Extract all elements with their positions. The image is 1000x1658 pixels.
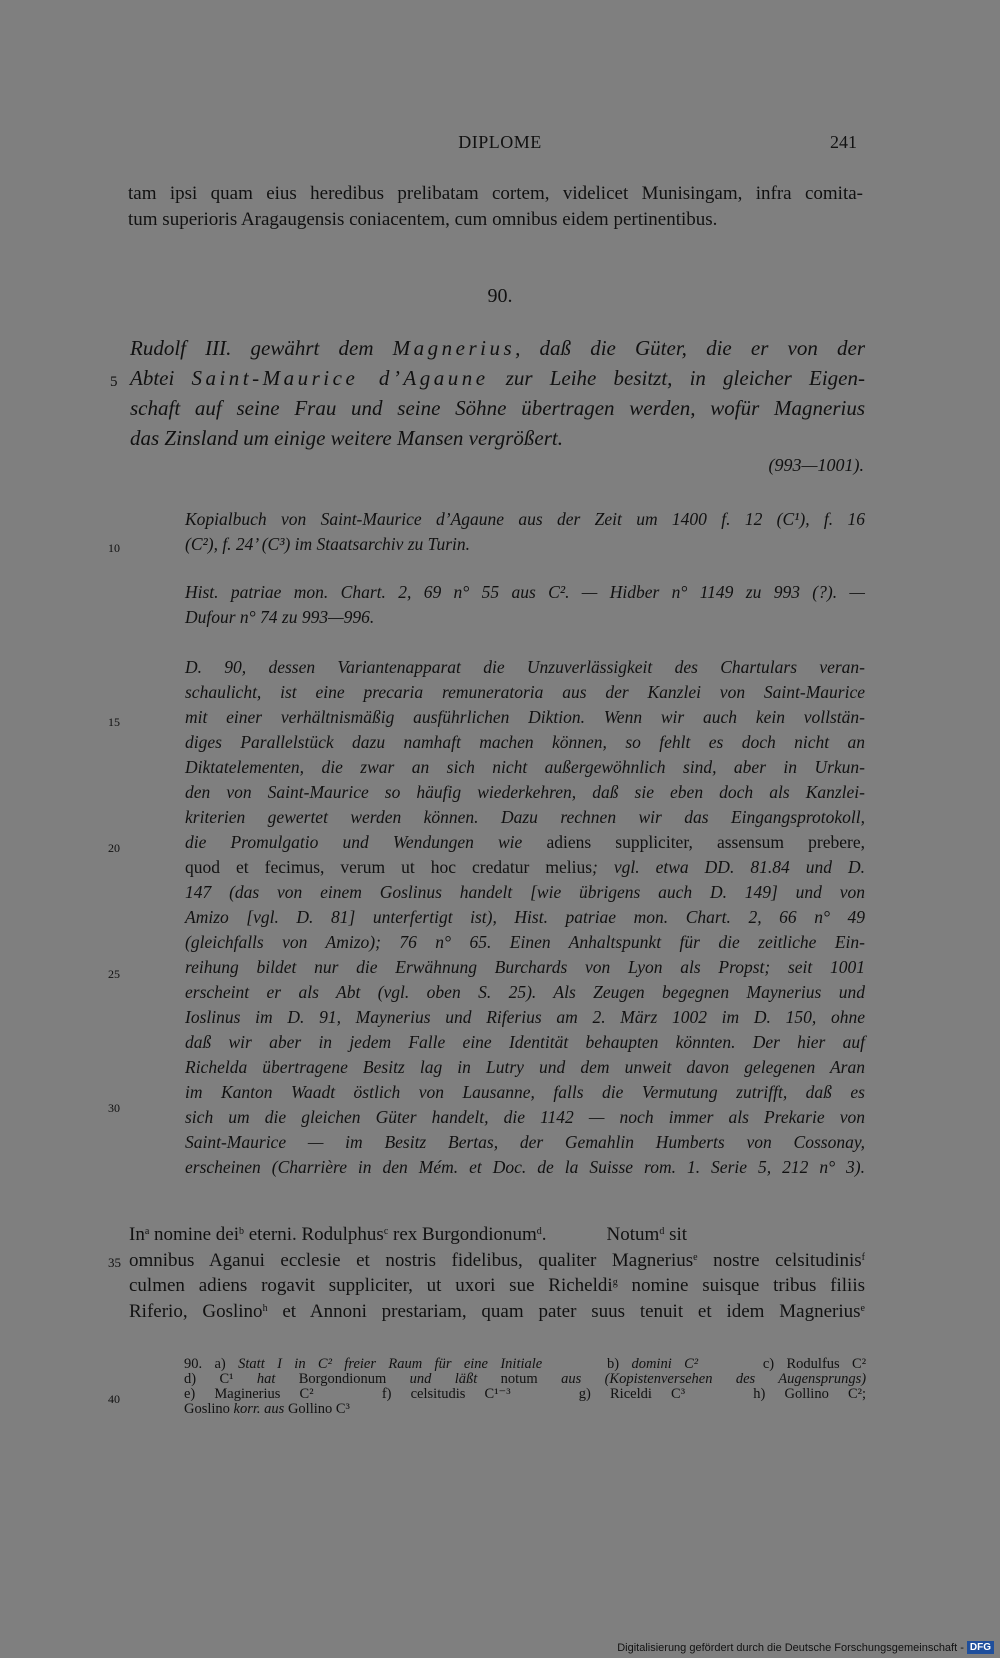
text-fragment: Riferio, Goslino	[129, 1300, 263, 1322]
footnote-marker: a	[144, 1226, 150, 1237]
footnote-marker: c	[383, 1226, 389, 1237]
text-line: daß wir aber in jedem Falle eine Identität behaupten könnten. Der hier auf	[185, 1032, 865, 1052]
dfg-logo-icon: DFG	[967, 1641, 994, 1654]
text-line: Hist. patriae mon. Chart. 2, 69 n° 55 aus C². — Hidber n° 1149 zu 993 (?). —	[185, 582, 865, 602]
text-line: im Kanton Waadt östlich von Lausanne, falls die Vermutung zutrifft, daß es	[185, 1082, 865, 1102]
footnote-text: Borgondionum	[298, 1371, 387, 1387]
text-line: Ioslinus im D. 91, Maynerius und Riferius am 2. März 1002 im D. 150, ohne	[185, 1007, 865, 1027]
regest-text: Abtei	[130, 366, 192, 390]
regest-text: , daß die Güter, die er von der	[515, 336, 865, 360]
text-fragment: et Annoni prestariam, quam pater suus tenuit et idem Magnerius	[267, 1300, 861, 1322]
footnote-marker: d	[659, 1226, 665, 1237]
footnote-text: hat	[256, 1371, 276, 1387]
text-fragment: ; vgl. etwa DD. 81.84 und D.	[592, 857, 865, 877]
footnote-label: h)	[753, 1386, 766, 1402]
text-fragment: eterni. Rodulphus	[243, 1224, 384, 1245]
footnote-text: Goslino	[184, 1401, 230, 1417]
document-date: (993—1001).	[768, 455, 864, 475]
footnote-text: und läßt	[409, 1371, 478, 1387]
text-fragment: omnibus Aganui ecclesie et nostris fidelibus, qualiter Magnerius	[129, 1249, 694, 1271]
text-line: Dufour n° 74 zu 993—996.	[185, 607, 375, 627]
footnote-text: Maginerius C²	[214, 1386, 314, 1402]
text-line: den von Saint-Maurice so häufig wiederkehren, daß sie eben doch als Kanzlei-	[185, 782, 865, 802]
digitization-footer	[617, 1641, 994, 1654]
text-line: 147 (das von einem Goslinus handelt [wie übrigens auch D. 149] und von	[185, 882, 865, 902]
text-line: reihung bildet nur die Erwähnung Burchards von Lyon als Propst; seit 1001	[185, 957, 865, 977]
text-line: erscheinen (Charrière in den Mém. et Doc. de la Suisse rom. 1. Serie 5, 212 n° 3).	[185, 1157, 865, 1177]
footnote-marker: g	[612, 1277, 618, 1288]
line-number: 10	[108, 541, 120, 555]
line-number: 15	[108, 715, 120, 729]
text-line: (gleichfalls von Amizo); 76 n° 65. Einen Anhaltspunkt für die zeitliche Ein-	[185, 932, 865, 952]
footnote-text: Riceldi C³	[610, 1386, 686, 1402]
text-line: schaulicht, ist eine precaria remuneratoria aus der Kanzlei von Saint-Maurice	[185, 682, 865, 702]
text-fragment: Notum	[606, 1224, 660, 1245]
commentary	[185, 655, 865, 1180]
carry-over-text	[128, 181, 863, 233]
footnote-marker: f	[861, 1251, 865, 1263]
footnote-text: Gollino C³	[287, 1401, 350, 1417]
regest-line: das Zinsland um einige weitere Mansen vergrößert.	[130, 426, 563, 450]
footnote-text: Statt I in C² freier Raum für eine Initiale	[238, 1356, 543, 1372]
regest-line: schaft auf seine Frau und seine Söhne übertragen werden, wofür Magnerius	[130, 396, 865, 420]
footnote-text: Gollino C²;	[784, 1386, 866, 1402]
footnote-text: aus (Kopistenversehen des Augensprungs)	[561, 1371, 867, 1387]
footnote-marker: b	[238, 1226, 244, 1237]
text-line: Saint-Maurice — im Besitz Bertas, der Gemahlin Humberts von Cossonay,	[185, 1132, 865, 1152]
text-line: mit einer verhältnismäßig ausführlichen Diktion. Wenn wir auch kein vollstän-	[185, 707, 865, 727]
regest-text: zur Leihe besitzt, in gleicher Eigen-	[488, 366, 865, 390]
text-fragment: die Promulgatio und Wendungen wie	[185, 832, 547, 852]
text-fragment: culmen adiens rogavit suppliciter, ut uxori sue Richeldi	[129, 1275, 613, 1296]
tradition-note	[185, 507, 865, 557]
running-header-title: DIPLOME	[458, 132, 542, 152]
text-line: Diktatelementen, die zwar an sich nicht außergewöhnlich sind, aber in Urkun-	[185, 757, 865, 777]
footnote-label: e)	[184, 1386, 196, 1402]
text-line: D. 90, dessen Variantenapparat die Unzuverlässigkeit des Chartulars veran-	[185, 657, 865, 677]
footnote-text: C¹	[219, 1371, 234, 1387]
text-line: tum superioris Aragaugensis coniacentem, cum omnibus eidem pertinentibus.	[128, 209, 718, 230]
text-line: erscheint er als Abt (vgl. oben S. 25). Als Zeugen begegnen Maynerius und	[185, 982, 865, 1002]
footnote-label: f)	[381, 1386, 392, 1402]
line-number: 35	[108, 1255, 121, 1270]
regest-name: Magnerius	[392, 336, 516, 360]
footnote-marker: e	[693, 1251, 698, 1263]
line-number: 30	[108, 1101, 120, 1115]
footnote-label: a)	[214, 1356, 226, 1372]
text-line: (C²), f. 24’ (C³) im Staatsarchiv zu Turin.	[185, 534, 470, 554]
regest-name: Saint-Maurice d’Agaune	[191, 366, 489, 390]
footnote-marker: e	[860, 1302, 865, 1314]
document-number: 90.	[487, 285, 513, 307]
line-number: 25	[108, 967, 120, 981]
footnote-marker: d	[536, 1226, 542, 1237]
footnote-label: g)	[578, 1386, 591, 1402]
text-fragment: nomine dei	[149, 1224, 239, 1245]
regest	[130, 333, 865, 453]
text-line: tam ipsi quam eius heredibus prelibatam cortem, videlicet Munisingam, infra comita-	[128, 183, 863, 204]
footnote-text: Rodulfus C²	[786, 1356, 867, 1372]
editions-note	[185, 580, 865, 630]
text-line: Kopialbuch von Saint-Maurice d’Agaune aus der Zeit um 1400 f. 12 (C¹), f. 16	[185, 509, 865, 529]
quoted-latin: adiens suppliciter, assensum prebere,	[546, 832, 865, 852]
footnote-text: notum	[500, 1371, 538, 1387]
line-number: 40	[108, 1392, 120, 1406]
text-line: Richelda übertragene Besitz lag in Lutry und dem unweit davon gelegenen Aran	[185, 1057, 865, 1077]
footnote-text: domini C²	[631, 1356, 699, 1372]
footnote-label: c)	[762, 1356, 775, 1372]
footnote-number: 90.	[184, 1356, 203, 1372]
footnote-marker: h	[262, 1302, 268, 1314]
text-fragment: sit	[664, 1224, 688, 1245]
line-number: 5	[110, 374, 118, 390]
page-number: 241	[830, 132, 857, 152]
line-number: 20	[108, 841, 120, 855]
text-fragment: nostre celsitudinis	[697, 1249, 862, 1271]
footnote-text: celsitudis C¹⁻³	[410, 1386, 511, 1402]
footnotes	[184, 1357, 866, 1417]
text-fragment: rex Burgondionum	[388, 1224, 537, 1245]
text-fragment: .	[541, 1224, 547, 1245]
footer-text: Digitalisierung gefördert durch die Deutsche Forschungsgemeinschaft -	[617, 1641, 964, 1654]
footnote-label: b)	[606, 1356, 620, 1372]
text-line: sich um die gleichen Güter handelt, die 1142 — noch immer als Prekarie von	[185, 1107, 865, 1127]
footnote-text: korr. aus	[233, 1401, 285, 1417]
document-text	[129, 1222, 865, 1324]
text-fragment: nomine suisque tribus filiis	[617, 1275, 866, 1296]
text-line: kriterien gewertet werden können. Dazu rechnen wir das Eingangsprotokoll,	[185, 807, 865, 827]
text-line: Amizo [vgl. D. 81] unterfertigt ist), Hist. patriae mon. Chart. 2, 66 n° 49	[185, 907, 865, 927]
quoted-latin: quod et fecimus, verum ut hoc credatur melius	[185, 857, 593, 877]
text-line: diges Parallelstück dazu namhaft machen können, so fehlt es doch nicht an	[185, 732, 865, 752]
text-fragment: In	[129, 1224, 145, 1245]
regest-text: Rudolf III. gewährt dem	[130, 336, 393, 360]
footnote-label: d)	[184, 1371, 197, 1387]
